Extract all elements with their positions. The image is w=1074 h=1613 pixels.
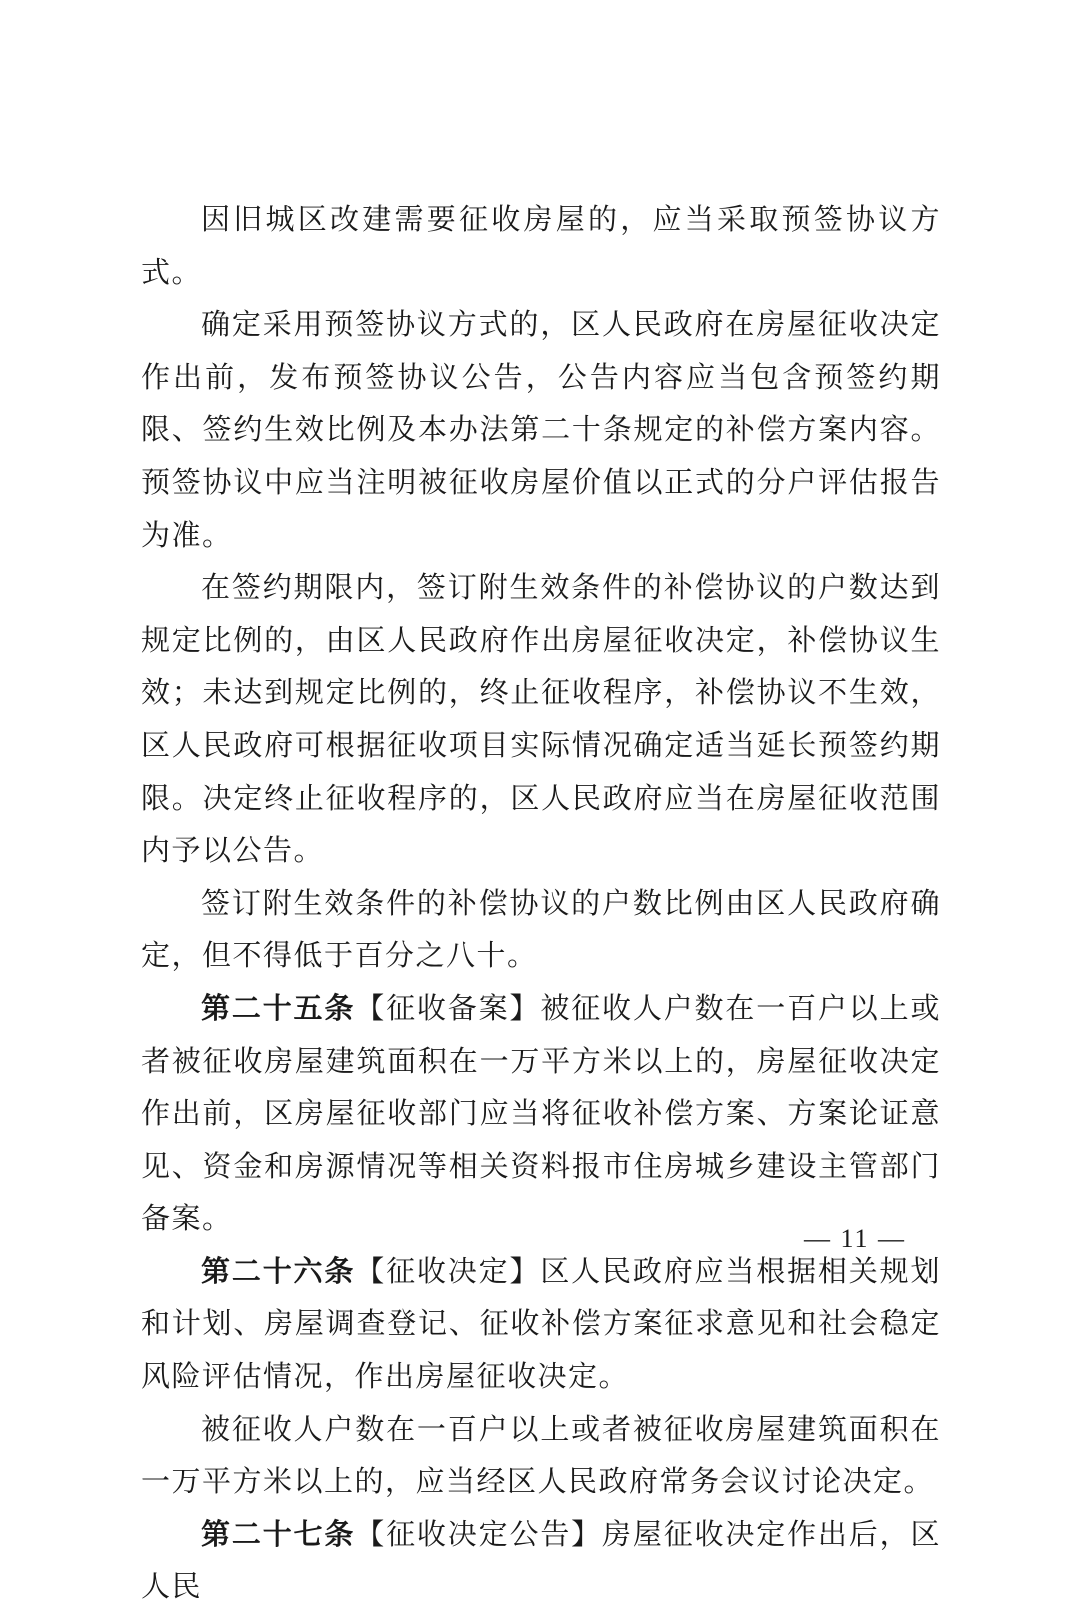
article-heading: 第二十五条 [201,990,356,1025]
paragraph-1: 因旧城区改建需要征收房屋的，应当采取预签协议方式。 [141,202,941,289]
article-25 [141,982,941,1245]
paragraph-7: 被征收人户数在一百户以上或者被征收房屋建筑面积在一万平方米以上的，应当经区人民政府常务会议讨论决定。 [141,1411,941,1499]
paragraph-3: 在签约期限内，签订附生效条件的补偿协议的户数达到规定比例的，由区人民政府作出房屋征收决定，补偿协议生效；未达到规定比例的，终止征收程序，补偿协议不生效，区人民政府可根据征收项目实际情况确定适当延长预签约期限。决定终止征收程序的，区人民政府应当在房屋征收范围内予以公告。 [141,570,941,868]
article-body: 【征收决定公告】房屋征收决定作出后，区人民 [141,1516,941,1604]
body-text [141,193,941,1613]
article-26 [141,1245,941,1403]
article-heading: 第二十六条 [201,1253,356,1288]
paragraph-4: 签订附生效条件的补偿协议的户数比例由区人民政府确定，但不得低于百分之八十。 [141,885,941,973]
paragraph-2: 确定采用预签协议方式的，区人民政府在房屋征收决定作出前，发布预签协议公告，公告内容应当包含预签约期限、签约生效比例及本办法第二十条规定的补偿方案内容。预签协议中应当注明被征收房屋价值以正式的分户评估报告为准。 [141,307,941,552]
article-body: 【征收备案】被征收人户数在一百户以上或者被征收房屋建筑面积在一万平方米以上的，房屋征收决定作出前，区房屋征收部门应当将征收补偿方案、方案论证意见、资金和房源情况等相关资料报市住房城乡建设主管部门备案。 [141,990,941,1236]
article-27 [141,1508,941,1613]
article-heading: 第二十七条 [201,1516,356,1551]
article-body: 【征收决定】区人民政府应当根据相关规划和计划、房屋调查登记、征收补偿方案征求意见和社会稳定风险评估情况，作出房屋征收决定。 [141,1253,941,1394]
page-number: — 11 — [803,1224,907,1253]
